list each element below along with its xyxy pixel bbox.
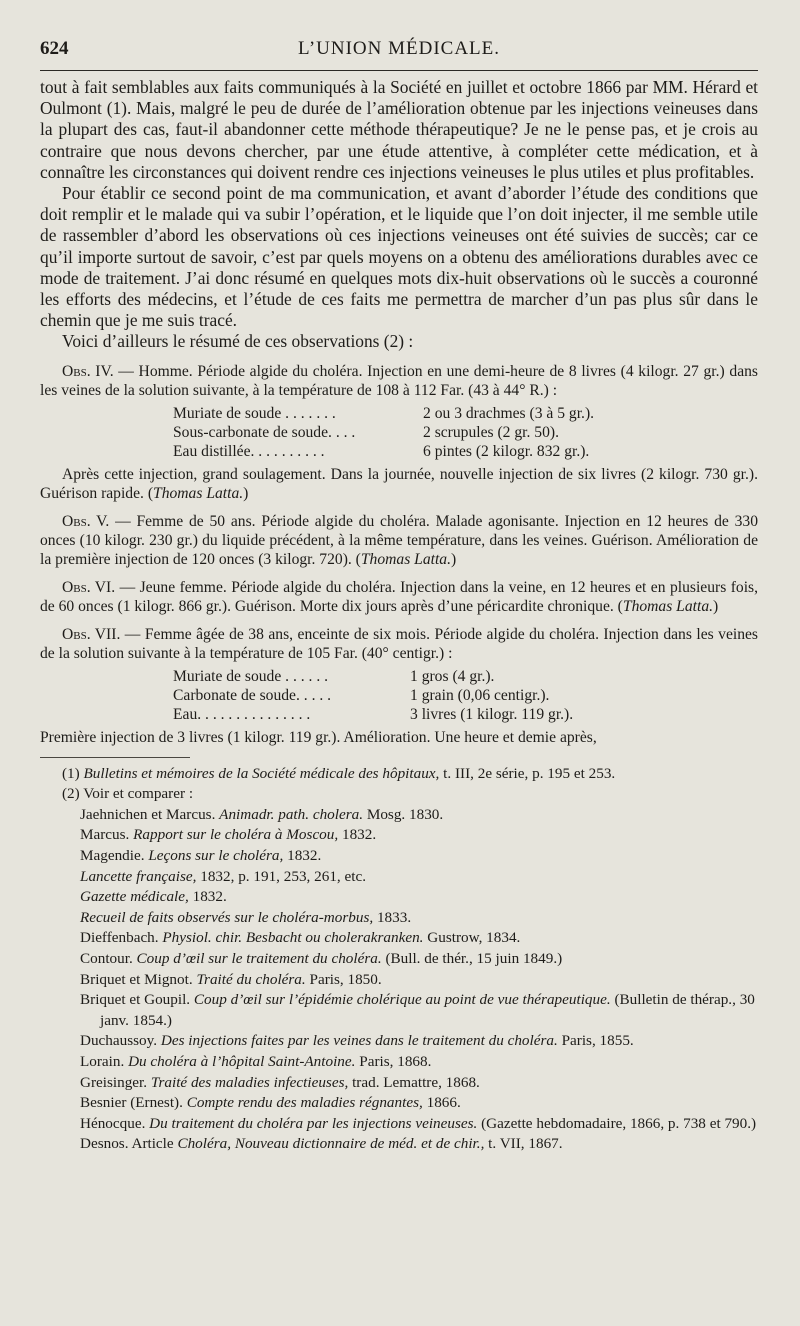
reference-title: Recueil de faits observés sur le choléra-morbus, bbox=[80, 908, 374, 926]
body-paragraph-3: Voici d’ailleurs le résumé de ces observations (2) : bbox=[62, 331, 414, 352]
footnote-intro: Voir et comparer : bbox=[83, 785, 194, 803]
reference-details: Gustrow, 1834. bbox=[423, 929, 521, 947]
reference-author: Marcus. bbox=[80, 826, 134, 844]
recipe-quantity: 3 livres (1 kilogr. 119 gr.). bbox=[410, 705, 574, 723]
recipe-quantity: 1 gros (4 gr.). bbox=[410, 667, 495, 685]
reference-title: Traité du choléra. bbox=[196, 970, 306, 988]
reference-title: Coup d’œil sur le traitement du choléra. bbox=[136, 949, 382, 967]
recipe-ingredient: Sous-carbonate de soude. . . . bbox=[173, 423, 356, 441]
reference-details: Paris, 1850. bbox=[305, 970, 382, 988]
reference-details: 1832. bbox=[338, 826, 377, 844]
reference-author: Besnier (Ernest). bbox=[80, 1094, 187, 1112]
observation-text: Après cette injection, grand soulagement. Dans la journée, nouvelle injection de six livres (2 kilogr. 730 gr.). Guérison rapide. ( bbox=[40, 465, 758, 502]
reference-details: 1832. bbox=[188, 888, 227, 906]
reference-details: (Gazette hebdomadaire, 1866, p. 738 et 790.) bbox=[477, 1114, 757, 1132]
reference-title: Lancette française, bbox=[80, 867, 197, 885]
observation-text-end: ) bbox=[451, 550, 457, 568]
recipe-row bbox=[40, 705, 758, 724]
observation-source: Thomas Latta. bbox=[622, 597, 714, 615]
reference-title: Du choléra à l’hôpital Saint-Antoine. bbox=[128, 1052, 356, 1070]
recipe-row bbox=[40, 686, 758, 705]
reference-list bbox=[40, 805, 758, 1155]
reference-author: Dieffenbach. bbox=[80, 929, 163, 947]
observation-text: — Jeune femme. Période algide du choléra. Injection dans la veine, en 12 heures et en plusieurs fois, de 60 onces (1 kilogr. 866 gr.). Guérison. Morte dix jours après d’une péricardite chronique. ( bbox=[40, 578, 759, 615]
reference-title: Animadr. path. cholera. bbox=[219, 805, 364, 823]
recipe-row bbox=[40, 423, 758, 442]
body-paragraph-2: Pour établir ce second point de ma communication, et avant d’aborder l’étude des conditions que doit remplir et le malade qui va subir l’opération, et le liquide que l’on doit injecter, il me semble utile de rassembler d’abord les observations où ces injections veineuses ont été suivies de succès; car ce qu’il importe surtout de savoir, c’est par quels moyens on a obtenu des améliorations durables avec ce mode de traitement. J’ai donc résumé en quelques mots dix-huit observations où le succès a couronné les efforts des médecins, et l’étude de ces faits me permettra de marcher d’un pas plus sûr dans le chemin que je me suis tracé. bbox=[40, 183, 758, 331]
reference-item bbox=[80, 805, 758, 826]
recipe-row bbox=[40, 404, 758, 423]
footnote-rest: t. III, 2e série, p. 195 et 253. bbox=[439, 764, 616, 782]
recipe-ingredient: Eau distillée. . . . . . . . . . bbox=[173, 442, 325, 460]
reference-details: 1866. bbox=[422, 1094, 461, 1112]
reference-item bbox=[80, 990, 758, 1031]
observation-6 bbox=[40, 578, 758, 616]
recipe-row bbox=[40, 667, 758, 686]
reference-item bbox=[80, 887, 758, 908]
header-rule bbox=[40, 70, 758, 71]
recipe-ingredient: Carbonate de soude. . . . . bbox=[173, 686, 332, 704]
reference-item bbox=[80, 1114, 758, 1135]
footnote-mark: (1) bbox=[62, 764, 80, 782]
footnote-2 bbox=[40, 784, 758, 805]
recipe-table bbox=[40, 667, 758, 724]
reference-item bbox=[80, 1073, 758, 1094]
observation-source: Thomas Latta. bbox=[360, 550, 451, 568]
reference-item bbox=[80, 1093, 758, 1114]
reference-details: (Bulletin de thérap., 30 janv. 1854.) bbox=[100, 991, 755, 1029]
observation-5 bbox=[40, 512, 758, 569]
observation-label: Obs. V. bbox=[62, 512, 110, 530]
reference-item bbox=[80, 928, 758, 949]
observation-text: — Homme. Période algide du choléra. Injection en une demi-heure de 8 livres (4 kilogr. 27 gr.) dans les veines de la solution suivante, à la température de 108 à 112 Far. (43 à 44° R.) : bbox=[40, 362, 758, 399]
reference-details: (Bull. de thér., 15 juin 1849.) bbox=[381, 949, 563, 967]
reference-details: 1832. bbox=[283, 847, 322, 865]
reference-title: Coup d’œil sur l’épidémie cholérique au point de vue thérapeutique. bbox=[193, 991, 611, 1009]
observation-text: — Femme de 50 ans. Période algide du choléra. Malade agonisante. Injection en 12 heures de 330 onces (10 kilogr. 230 gr.) du liquide précédent, à la même température, dans les veines. Guérison. Amélioration de la première injection de 120 onces (3 kilogr. 720). ( bbox=[40, 512, 758, 568]
recipe-quantity: 1 grain (0,06 centigr.). bbox=[410, 686, 550, 704]
footnote-1 bbox=[40, 764, 758, 785]
reference-item bbox=[80, 1052, 758, 1073]
reference-item bbox=[80, 908, 758, 929]
reference-title: Choléra, Nouveau dictionnaire de méd. et de chir., bbox=[177, 1135, 485, 1153]
reference-author: Desnos. Article bbox=[80, 1135, 178, 1153]
reference-author: Briquet et Mignot. bbox=[80, 970, 197, 988]
reference-title: Du traitement du choléra par les injections veineuses. bbox=[149, 1114, 478, 1132]
observation-text: — Femme âgée de 38 ans, enceinte de six mois. Période algide du choléra. Injection dans les veines de la solution suivante à la température de 105 Far. (40° centigr.) : bbox=[40, 625, 758, 662]
observation-label: Obs. IV. bbox=[62, 362, 114, 380]
reference-title: Compte rendu des maladies régnantes, bbox=[186, 1094, 423, 1112]
recipe-quantity: 2 ou 3 drachmes (3 à 5 gr.). bbox=[423, 404, 595, 422]
observation-label: Obs. VII. bbox=[62, 625, 121, 643]
reference-title: Rapport sur le choléra à Moscou, bbox=[133, 826, 339, 844]
reference-details: Paris, 1855. bbox=[557, 1032, 634, 1050]
reference-author: Magendie. bbox=[80, 847, 149, 865]
observation-text-end: ) bbox=[713, 597, 719, 615]
observation-4 bbox=[40, 362, 758, 400]
footnote-mark: (2) bbox=[62, 785, 80, 803]
reference-item bbox=[80, 867, 758, 888]
recipe-ingredient: Muriate de soude . . . . . . . bbox=[173, 404, 336, 422]
reference-author: Lorain. bbox=[80, 1052, 129, 1070]
reference-item bbox=[80, 1134, 758, 1155]
observation-text-end: ) bbox=[243, 484, 249, 502]
page-header bbox=[40, 38, 758, 68]
reference-title: Leçons sur le choléra, bbox=[148, 847, 284, 865]
reference-author: Greisinger. bbox=[80, 1073, 151, 1091]
recipe-ingredient: Eau. . . . . . . . . . . . . . . bbox=[173, 705, 311, 723]
reference-author: Contour. bbox=[80, 949, 137, 967]
reference-author: Briquet et Goupil. bbox=[80, 991, 194, 1009]
observation-4-continuation bbox=[40, 465, 758, 503]
footnote-title: Bulletins et mémoires de la Société médicale des hôpitaux, bbox=[83, 764, 440, 782]
reference-title: Gazette médicale, bbox=[80, 888, 189, 906]
recipe-row bbox=[40, 442, 758, 461]
reference-author: Jaehnichen et Marcus. bbox=[80, 805, 220, 823]
page-number: 624 bbox=[40, 38, 69, 59]
reference-title: Physiol. chir. Besbacht ou cholerakranken. bbox=[162, 929, 424, 947]
recipe-ingredient: Muriate de soude . . . . . . bbox=[173, 667, 329, 685]
reference-details: 1833. bbox=[373, 908, 412, 926]
reference-author: Duchaussoy. bbox=[80, 1032, 161, 1050]
reference-title: Traité des maladies infectieuses, bbox=[150, 1073, 349, 1091]
reference-details: 1832, p. 191, 253, 261, etc. bbox=[196, 867, 366, 885]
observation-7 bbox=[40, 625, 758, 663]
reference-item bbox=[80, 949, 758, 970]
reference-item bbox=[80, 1031, 758, 1052]
observation-label: Obs. VI. bbox=[62, 578, 116, 596]
reference-item bbox=[80, 825, 758, 846]
footnote-rule bbox=[40, 757, 190, 758]
running-title: L’UNION MÉDICALE. bbox=[297, 38, 501, 59]
recipe-table bbox=[40, 404, 758, 461]
reference-title: Des injections faites par les veines dans le traitement du choléra. bbox=[160, 1032, 558, 1050]
reference-details: Mosg. 1830. bbox=[363, 805, 444, 823]
reference-item bbox=[80, 846, 758, 867]
reference-details: trad. Lemattre, 1868. bbox=[348, 1073, 480, 1091]
observation-7-continuation: Première injection de 3 livres (1 kilogr. 119 gr.). Amélioration. Une heure et demie après, bbox=[40, 728, 597, 746]
reference-details: Paris, 1868. bbox=[355, 1052, 432, 1070]
reference-details: t. VII, 1867. bbox=[484, 1135, 563, 1153]
body-paragraph-1: tout à fait semblables aux faits communiqués à la Société en juillet et octobre 1866 par MM. Hérard et Oulmont (1). Mais, malgré le peu de durée de l’amélioration obtenue par les injections veineuses dans la plupart des cas, faut-il abandonner cette méthode thérapeutique? Je ne le pense pas, et je crois au contraire que nous devons chercher, par une étude attentive, à compléter cette médication, et à connaître les circonstances qui doivent rendre ces injections veineuses le plus utiles et plus profitables. bbox=[40, 77, 758, 182]
reference-author: Hénocque. bbox=[80, 1114, 150, 1132]
observation-source: Thomas Latta. bbox=[153, 484, 244, 502]
recipe-quantity: 2 scrupules (2 gr. 50). bbox=[423, 423, 559, 441]
recipe-quantity: 6 pintes (2 kilogr. 832 gr.). bbox=[423, 442, 590, 460]
reference-item bbox=[80, 970, 758, 991]
